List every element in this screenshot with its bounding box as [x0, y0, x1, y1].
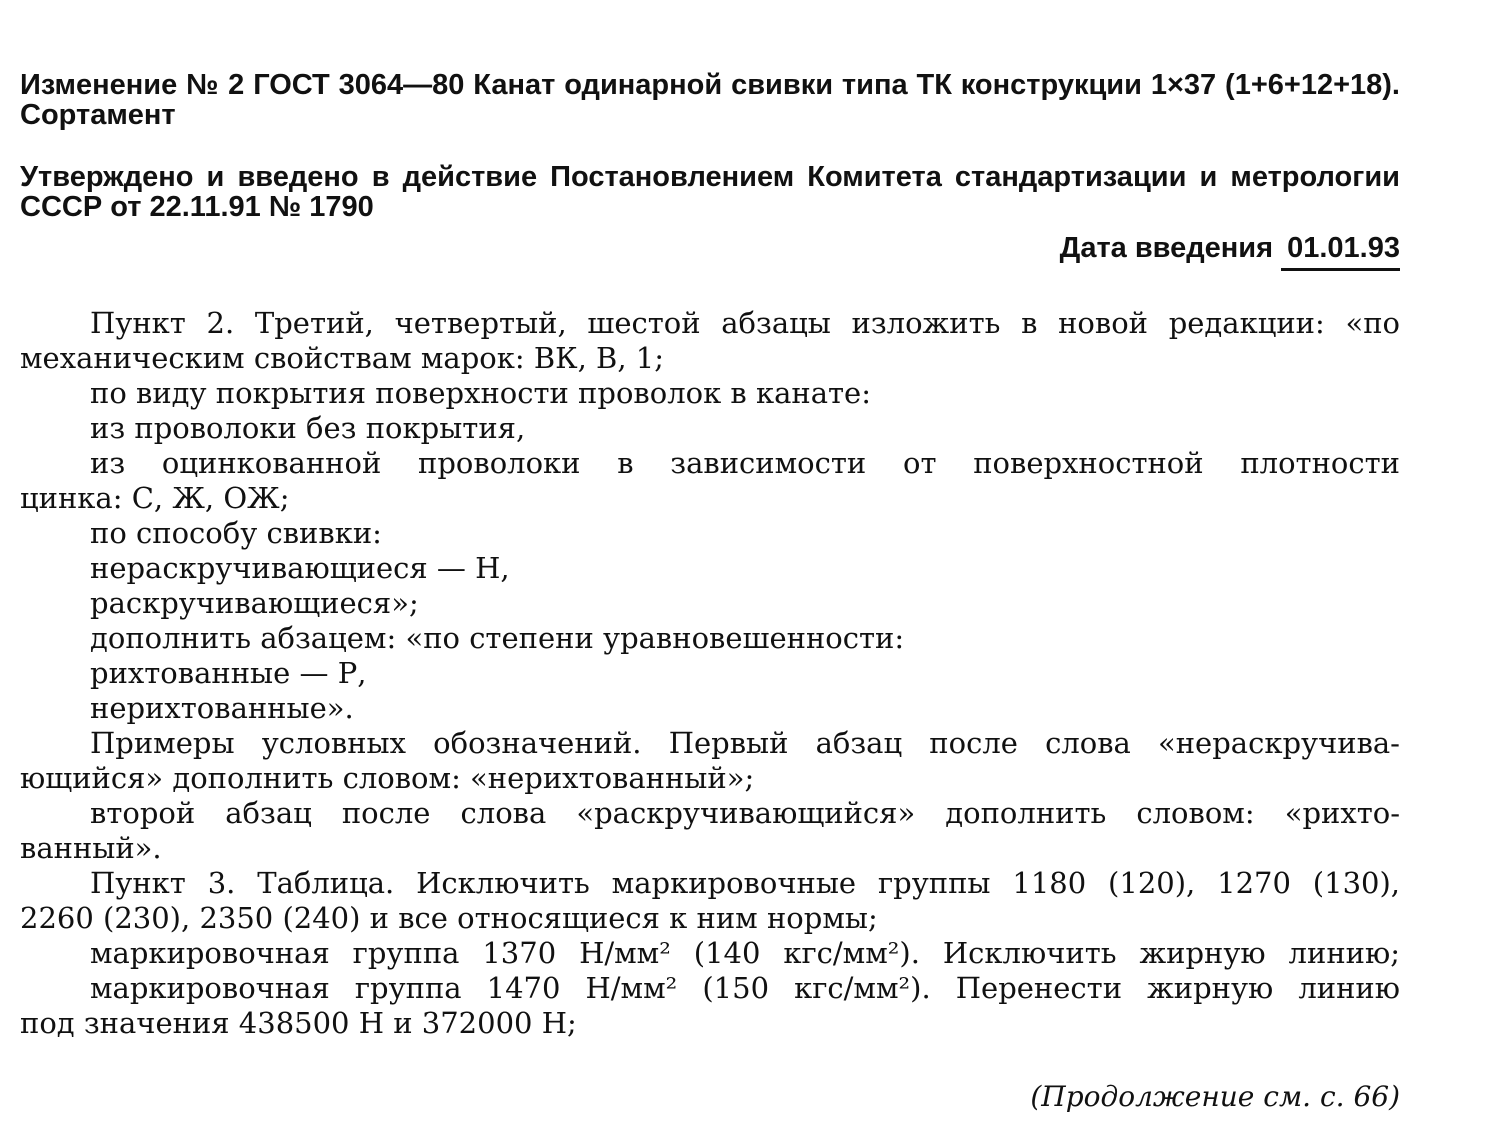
- body-line: ющийся» дополнить словом: «нерихтованный»;: [20, 761, 755, 795]
- body-line: нерихтованные».: [90, 691, 354, 725]
- body-line: Пункт 2. Третий, четвертый, шестой абзацы изложить в новой редакции: «по: [90, 306, 1400, 340]
- body-line: из проволоки без покрытия,: [90, 411, 526, 445]
- body-line: по способу свивки:: [90, 516, 382, 550]
- amendment-body: [20, 306, 1400, 1041]
- body-line: из оцинкованной проволоки в зависимости от поверхностной плотности: [90, 446, 1400, 480]
- body-line: дополнить абзацем: «по степени уравновешенности:: [90, 621, 905, 655]
- body-line: второй абзац после слова «раскручивающийся» дополнить словом: «рихто-: [90, 796, 1400, 830]
- body-line: под значения 438500 Н и 372000 Н;: [20, 1006, 577, 1040]
- body-line: раскручивающиеся»;: [90, 586, 419, 620]
- body-line: механическим свойствам марок: ВК, В, 1;: [20, 341, 665, 375]
- effective-date-value: 01.01.93: [1281, 230, 1400, 271]
- body-line: ванный».: [20, 831, 162, 865]
- approval-statement: Утверждено и введено в действие Постановлением Комитета стандартизации и метрологии СССР от 22.11.91 № 1790: [20, 161, 1400, 223]
- body-line: 2260 (230), 2350 (240) и все относящиеся к ним нормы;: [20, 901, 878, 935]
- body-line: по виду покрытия поверхности проволок в канате:: [90, 376, 871, 410]
- body-line: рихтованные — Р,: [90, 656, 367, 690]
- continuation-note: (Продолжение см. с. 66): [1030, 1080, 1400, 1113]
- body-line: нераскручивающиеся — Н,: [90, 551, 510, 585]
- body-line: маркировочная группа 1370 Н/мм² (140 кгс/мм²). Исключить жирную линию;: [90, 936, 1400, 970]
- body-line: Примеры условных обозначений. Первый абзац после слова «нераскручива-: [90, 726, 1400, 760]
- amendment-title: Изменение № 2 ГОСТ 3064—80 Канат одинарной свивки типа ТК конструкции 1×37 (1+6+12+18). Сортамент: [20, 69, 1400, 131]
- body-line: цинка: С, Ж, ОЖ;: [20, 481, 290, 515]
- body-line: маркировочная группа 1470 Н/мм² (150 кгс/мм²). Перенести жирную линию: [90, 971, 1400, 1005]
- effective-date: [1060, 230, 1400, 271]
- effective-date-label: Дата введения: [1059, 232, 1274, 264]
- body-line: Пункт 3. Таблица. Исключить маркировочные группы 1180 (120), 1270 (130),: [90, 866, 1400, 900]
